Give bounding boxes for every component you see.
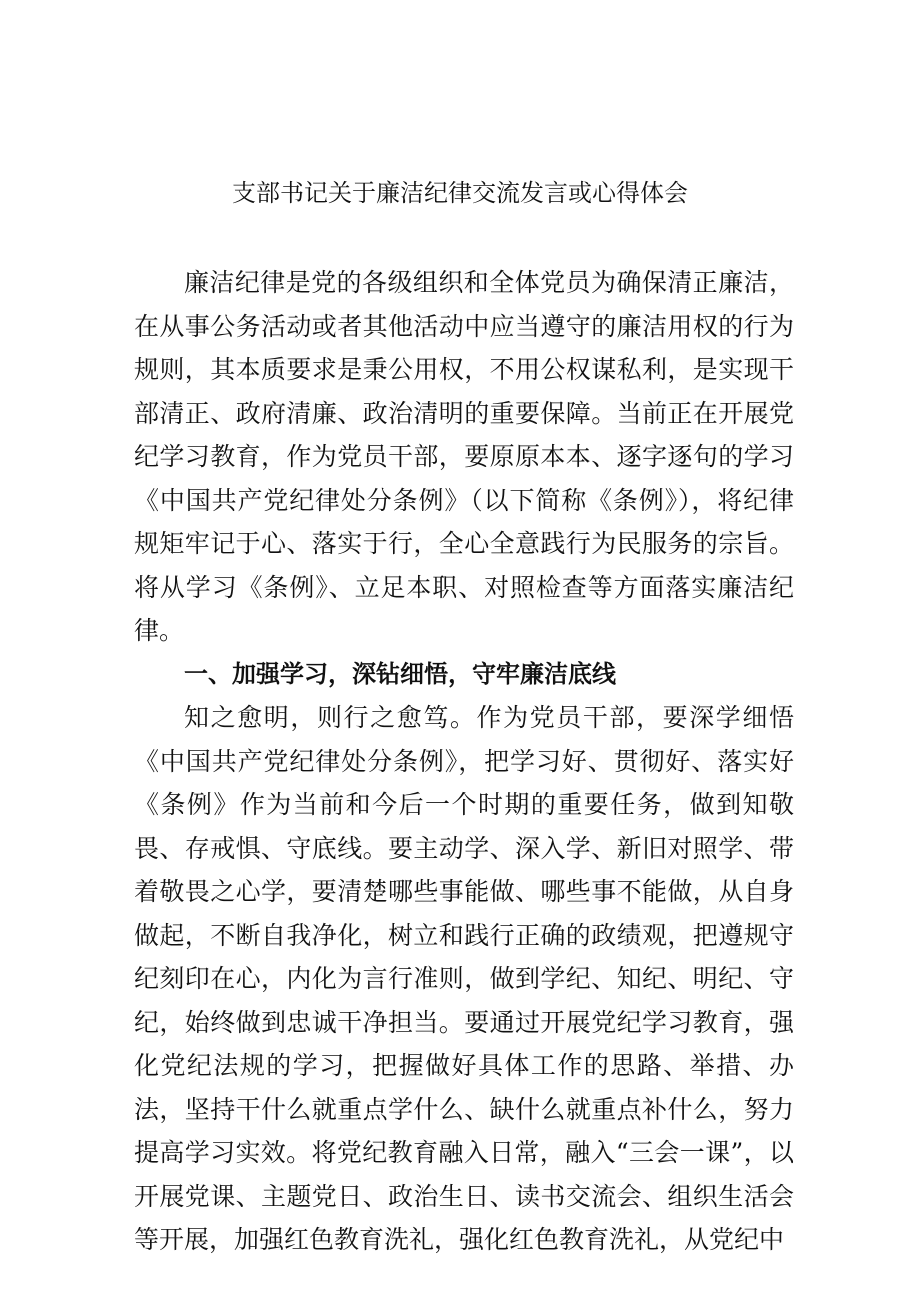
document-body bbox=[134, 261, 794, 1262]
intro-paragraph: 廉洁纪律是党的各级组织和全体党员为确保清正廉洁，在从事公务活动或者其他活动中应当遵守的廉洁用权的行为规则，其本质要求是秉公用权，不用公权谋私利，是实现干部清正、政府清廉、政治清明的重要保障。当前正在开展党纪学习教育，作为党员干部，要原原本本、逐字逐句的学习《中国共产党纪律处分条例》（以下简称《条例》），将纪律规矩牢记于心、落实于行，全心全意践行为民服务的宗旨。将从学习《条例》、立足本职、对照检查等方面落实廉洁纪律。 bbox=[134, 268, 794, 645]
section-paragraph-1: 知之愈明，则行之愈笃。作为党员干部，要深学细悟《中国共产党纪律处分条例》，把学习好、贯彻好、落实好《条例》作为当前和今后一个时期的重要任务，做到知敬畏、存戒惧、守底线。要主动学、深入学、新旧对照学、带着敬畏之心学，要清楚哪些事能做、哪些事不能做，从自身做起，不断自我净化，树立和践行正确的政绩观，把遵规守纪刻印在心，内化为言行准则，做到学纪、知纪、明纪、守纪，始终做到忠诚干净担当。要通过开展党纪学习教育，强化党纪法规的学习，把握做好具体工作的思路、举措、办法，坚持干什么就重点学什么、缺什么就重点补什么，努力提高学习实效。将党纪教育融入日常，融入“三会一课”，以开展党课、主题党日、政治生日、读书交流会、组织生活会等开展，加强红色教育洗礼，强化红色教育洗礼，从党纪中 bbox=[134, 703, 794, 1254]
document-title: 支部书记关于廉洁纪律交流发言或心得体会 bbox=[232, 179, 688, 207]
section-heading-1: 一、加强学习，深钻细悟，守牢廉洁底线 bbox=[184, 659, 616, 688]
